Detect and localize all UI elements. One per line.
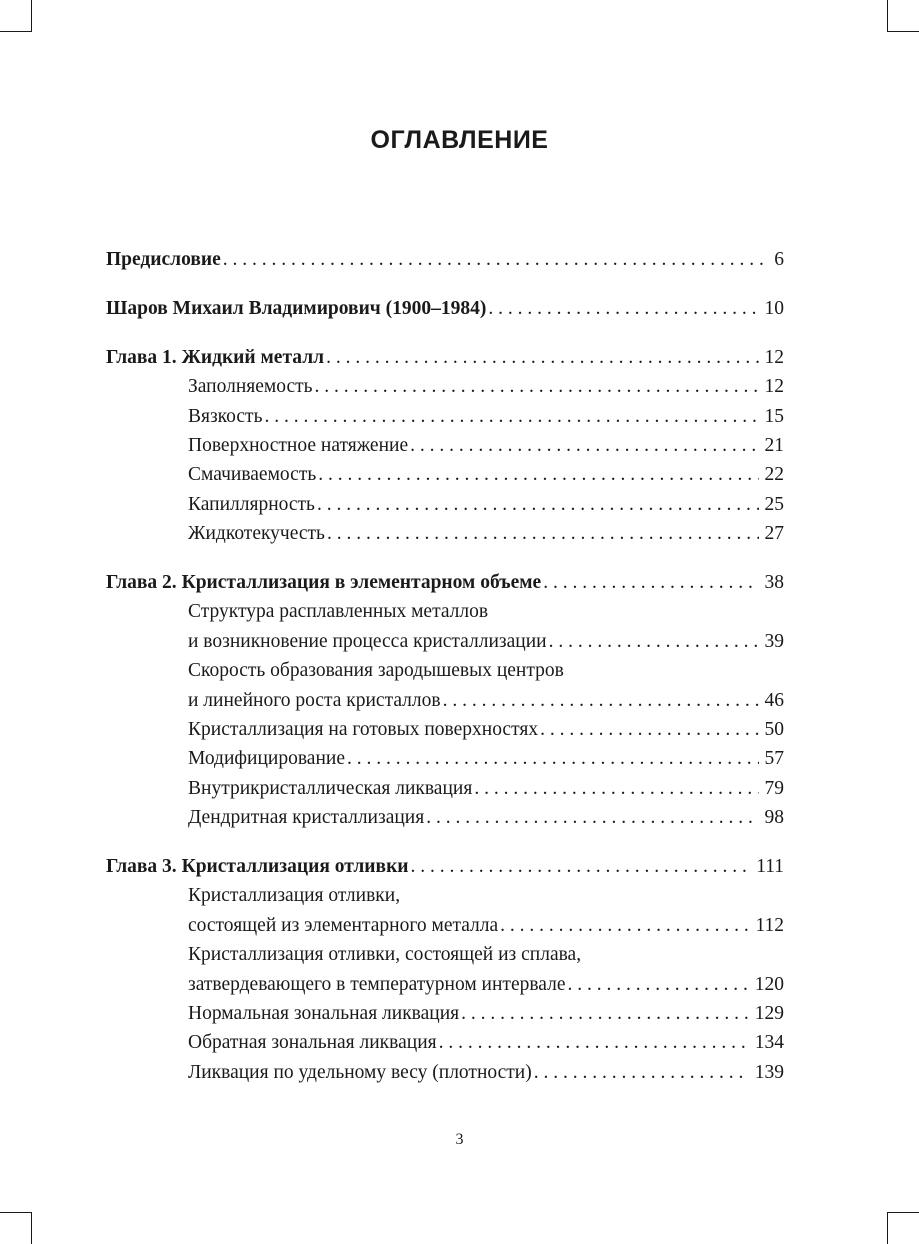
- toc-entry-page: 25: [764, 493, 784, 515]
- dot-leader: [324, 343, 758, 372]
- toc-chapter-3[interactable]: [106, 852, 784, 881]
- crop-mark: [887, 31, 919, 32]
- toc-subentry-label: Кристаллизация отливки, состоящей из сплава,: [188, 944, 582, 966]
- toc-subentry-label: Кристаллизация на готовых поверхностях: [188, 718, 539, 740]
- toc-subentry-label: затвердевающего в температурном интервале: [188, 973, 566, 995]
- toc-entry-page: 6: [774, 249, 784, 270]
- dot-leader: [315, 490, 759, 519]
- toc-subentry[interactable]: [106, 881, 784, 910]
- toc-subentry-label: Структура расплавленных металлов: [188, 601, 489, 623]
- dot-leader: [566, 970, 749, 999]
- toc-subentry[interactable]: [106, 402, 784, 431]
- toc-subentry[interactable]: [106, 656, 784, 685]
- toc-subentry[interactable]: [106, 460, 784, 489]
- crop-mark: [31, 1212, 32, 1244]
- table-of-contents: [106, 245, 784, 1087]
- toc-chapter-2[interactable]: [106, 568, 784, 597]
- toc-subentry-label: Кристаллизация отливки,: [188, 885, 401, 907]
- toc-subentry-label: Жидкотекучесть: [188, 523, 325, 545]
- toc-entry[interactable]: [106, 294, 784, 323]
- crop-mark: [31, 0, 32, 32]
- toc-subentry[interactable]: [106, 597, 784, 626]
- toc-subentry[interactable]: [106, 911, 784, 940]
- dot-leader: [408, 431, 758, 460]
- toc-subentry[interactable]: [106, 431, 784, 460]
- toc-subentry[interactable]: [106, 970, 784, 999]
- toc-entry-page: 38: [764, 572, 784, 594]
- toc-entry-page: 139: [754, 1061, 784, 1083]
- toc-entry-page: 50: [764, 718, 784, 740]
- dot-leader: [441, 686, 759, 715]
- toc-subentry[interactable]: [106, 627, 784, 656]
- toc-entry-page: 10: [764, 297, 784, 319]
- toc-subentry[interactable]: [106, 999, 784, 1028]
- dot-leader: [221, 245, 768, 274]
- dot-leader: [437, 1028, 749, 1057]
- toc-subentry-label: Заполняемость: [188, 376, 313, 398]
- toc-entry-page: 98: [764, 807, 784, 829]
- dot-leader: [325, 519, 759, 548]
- dot-leader: [345, 744, 759, 773]
- dot-leader: [472, 774, 758, 803]
- toc-subentry-label: Вязкость: [188, 405, 263, 427]
- toc-entry-page: 27: [764, 523, 784, 545]
- toc-subentry[interactable]: [106, 490, 784, 519]
- toc-subentry-label: Скорость образования зародышевых центров: [188, 660, 564, 682]
- crop-mark: [0, 1212, 32, 1213]
- toc-subentry-label: и линейного роста кристаллов: [188, 689, 441, 711]
- toc-entry-page: 15: [764, 405, 784, 427]
- toc-entry-page: 22: [764, 464, 784, 486]
- toc-subentry-label: Смачиваемость: [188, 464, 317, 486]
- crop-mark: [887, 1212, 888, 1244]
- toc-subentry[interactable]: [106, 686, 784, 715]
- toc-subentry-label: Внутрикристаллическая ликвация: [188, 777, 473, 799]
- dot-leader: [547, 627, 759, 656]
- toc-chapter-1[interactable]: [106, 343, 784, 372]
- crop-mark: [0, 31, 32, 32]
- toc-subentry[interactable]: [106, 940, 784, 969]
- toc-entry-page: 112: [755, 914, 784, 936]
- toc-subentry-label: Поверхностное натяжение: [188, 434, 409, 456]
- toc-entry-label: Шаров Михаил Владимирович (1900–1984): [106, 297, 487, 319]
- dot-leader: [262, 402, 758, 431]
- toc-subentry-label: Обратная зональная ликвация: [188, 1032, 437, 1054]
- toc-subentry-label: Нормальная зональная ликвация: [188, 1002, 460, 1024]
- toc-entry-page: 129: [754, 1002, 784, 1024]
- toc-entry-label: Предисловие: [106, 249, 221, 270]
- dot-leader: [424, 803, 758, 832]
- dot-leader: [498, 911, 749, 940]
- toc-subentry-label: Капиллярность: [188, 493, 315, 515]
- dot-leader: [313, 372, 759, 401]
- toc-entry-page: 12: [764, 346, 784, 368]
- toc-entry-page: 111: [756, 856, 784, 878]
- toc-entry-page: 120: [754, 973, 784, 995]
- dot-leader: [486, 294, 758, 323]
- toc-entry-page: 134: [754, 1032, 784, 1054]
- toc-subentry[interactable]: [106, 774, 784, 803]
- toc-subentry-label: Модифицирование: [188, 748, 345, 770]
- toc-chapter-number: Глава 1.: [106, 346, 177, 368]
- crop-mark: [887, 0, 888, 32]
- page-number: 3: [455, 1131, 464, 1148]
- toc-subentry[interactable]: [106, 372, 784, 401]
- toc-subentry-label: и возникновение процесса кристаллизации: [188, 630, 547, 652]
- toc-subentry[interactable]: [106, 715, 784, 744]
- toc-subentry[interactable]: [106, 744, 784, 773]
- toc-subentry[interactable]: [106, 1028, 784, 1057]
- dot-leader: [409, 852, 751, 881]
- page-title: ОГЛАВЛЕНИЕ: [370, 126, 549, 154]
- toc-chapter-title: Кристаллизация в элементарном объеме: [181, 572, 542, 594]
- dot-leader: [541, 568, 758, 597]
- toc-chapter-number: Глава 3.: [106, 856, 177, 878]
- toc-entry-page: 57: [764, 748, 784, 770]
- toc-entry-page: 46: [764, 689, 784, 711]
- toc-subentry[interactable]: [106, 803, 784, 832]
- toc-subentry[interactable]: [106, 519, 784, 548]
- dot-leader: [538, 715, 758, 744]
- crop-mark: [887, 1212, 919, 1213]
- toc-entry-page: 39: [764, 630, 784, 652]
- toc-entry-page: 12: [764, 376, 784, 398]
- toc-subentry-label: Дендритная кристаллизация: [188, 807, 425, 829]
- dot-leader: [316, 460, 758, 489]
- toc-subentry-label: состоящей из элементарного металла: [188, 914, 499, 936]
- toc-chapter-title: Кристаллизация отливки: [181, 856, 409, 878]
- dot-leader: [459, 999, 749, 1028]
- toc-chapter-title: Жидкий металл: [181, 346, 325, 368]
- toc-chapter-number: Глава 2.: [106, 572, 177, 594]
- toc-entry[interactable]: [106, 245, 784, 274]
- dot-leader: [532, 1058, 749, 1087]
- toc-subentry-label: Ликвация по удельному весу (плотности): [188, 1061, 532, 1083]
- toc-entry-page: 79: [764, 777, 784, 799]
- toc-entry-page: 21: [764, 434, 784, 456]
- toc-subentry[interactable]: [106, 1058, 784, 1087]
